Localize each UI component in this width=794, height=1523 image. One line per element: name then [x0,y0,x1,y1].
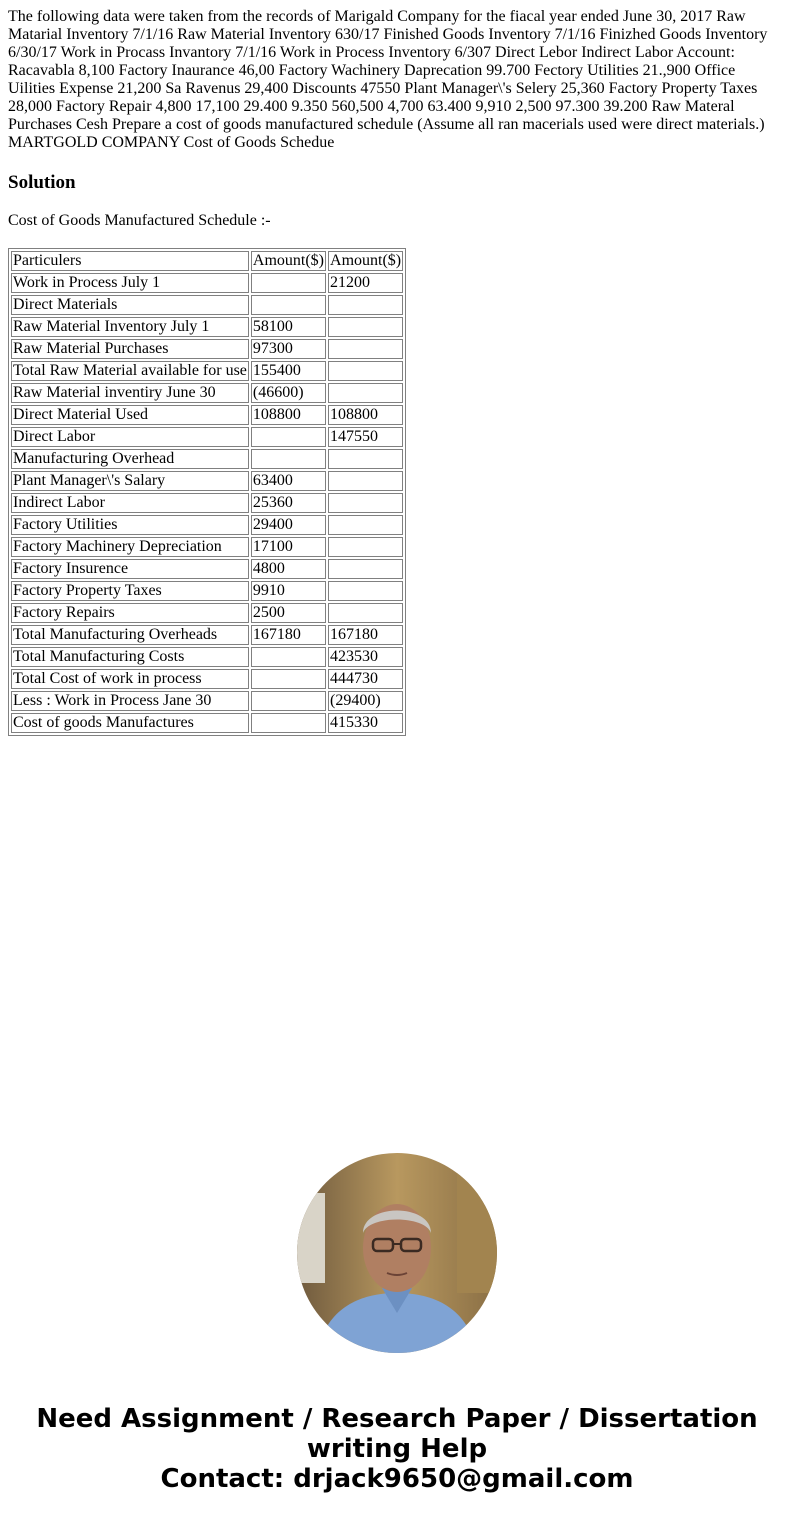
row-amount-1: (46600) [251,383,326,403]
row-label: Raw Material inventiry June 30 [11,383,249,403]
row-amount-2 [328,317,403,337]
solution-heading: Solution [8,172,76,193]
table-row [11,581,403,601]
row-amount-1: 2500 [251,603,326,623]
table-row [11,647,403,667]
row-amount-2: 21200 [328,273,403,293]
row-label: Direct Labor [11,427,249,447]
row-label: Indirect Labor [11,493,249,513]
row-label: Raw Material Inventory July 1 [11,317,249,337]
row-amount-1: 58100 [251,317,326,337]
question-text: The following data were taken from the records of Marigald Company for the fiacal year ended June 30, 2017 Raw Matarial Inventory 7/1/16 Raw Material Inventory 630/17 Finished Goods Inventory 7/1/16 Finizhed Goods Inventory 6/30/17 Work in Procass Invantory 7/1/16 Work in Process Inventory 6/307 Direct Lebor Indirect Labor Account: Racavabla 8,100 Factory Inaurance 46,00 Factory Wachinery Daprecation 99.700 Fectory Utilities 21.,900 Office Uilities Expense 21,200 Sa Ravenus 29,400 Discounts 47550 Plant Manager\'s Selery 25,360 Factory Property Taxes 28,000 Factory Repair 4,800 17,100 29.400 9.350 560,500 4,700 63.400 9,910 2,500 97.300 39.200 Raw Materal Purchases Cesh Prepare a cost of goods manufactured schedule (Assume all ran macerials used were direct materials.) MARTGOLD COMPANY Cost of Goods Schedue [8,8,768,151]
table-row [11,625,403,645]
table-row [11,449,403,469]
row-amount-2: (29400) [328,691,403,711]
row-label: Total Cost of work in process [11,669,249,689]
row-label: Factory Insurence [11,559,249,579]
table-row [11,339,403,359]
row-label: Factory Machinery Depreciation [11,537,249,557]
row-amount-2 [328,581,403,601]
row-amount-1 [251,273,326,293]
cost-of-goods-table [8,248,406,736]
row-amount-1 [251,691,326,711]
row-amount-2 [328,537,403,557]
row-label: Total Manufacturing Overheads [11,625,249,645]
row-amount-2 [328,603,403,623]
table-row [11,691,403,711]
row-amount-2 [328,383,403,403]
row-amount-2: 167180 [328,625,403,645]
row-label: Factory Repairs [11,603,249,623]
row-amount-2 [328,559,403,579]
row-label: Manufacturing Overhead [11,449,249,469]
promo-line-2: writing Help [306,1434,488,1464]
row-amount-2 [328,361,403,381]
row-amount-2: 423530 [328,647,403,667]
row-amount-1 [251,295,326,315]
row-amount-1 [251,427,326,447]
promo-banner [0,1404,794,1494]
row-amount-2: 147550 [328,427,403,447]
table-row [11,471,403,491]
row-amount-2 [328,339,403,359]
row-label: Work in Process July 1 [11,273,249,293]
row-amount-1 [251,647,326,667]
table-row [11,427,403,447]
table-row [11,559,403,579]
row-label: Cost of goods Manufactures [11,713,249,733]
row-label: Direct Materials [11,295,249,315]
author-photo [297,1153,497,1353]
row-amount-2 [328,295,403,315]
row-amount-2: 444730 [328,669,403,689]
row-label: Raw Material Purchases [11,339,249,359]
table-row [11,405,403,425]
row-amount-1: 17100 [251,537,326,557]
row-amount-1 [251,449,326,469]
promo-contact: Contact: drjack9650@gmail.com [160,1464,634,1494]
table-row [11,669,403,689]
header-amount-2: Amount($) [330,252,402,269]
header-amount-1: Amount($) [252,252,325,269]
row-label: Less : Work in Process Jane 30 [11,691,249,711]
row-amount-1 [251,713,326,733]
row-amount-2 [328,493,403,513]
schedule-intro: Cost of Goods Manufactured Schedule :- [8,212,271,229]
table-row [11,383,403,403]
promo-line-1: Need Assignment / Research Paper / Dissertation [36,1404,758,1434]
row-label: Total Raw Material available for use [13,362,247,379]
table-row [11,295,403,315]
row-amount-1: 29400 [251,515,326,535]
row-label: Direct Material Used [11,405,249,425]
row-amount-2 [328,471,403,491]
row-label: Factory Property Taxes [11,581,249,601]
table-header-row [11,251,403,271]
table-row [11,537,403,557]
table-row [11,603,403,623]
header-particulars: Particulers [11,251,249,271]
table-row [11,317,403,337]
table-row [11,361,403,381]
row-amount-1: 97300 [251,339,326,359]
row-amount-1: 108800 [251,405,326,425]
row-amount-1: 155400 [251,361,326,381]
table-row [11,515,403,535]
row-amount-2: 108800 [328,405,403,425]
row-amount-2 [328,515,403,535]
page-content [0,0,794,736]
row-amount-2: 415330 [328,713,403,733]
table-row [11,713,403,733]
row-label: Factory Utilities [11,515,249,535]
row-amount-1: 63400 [251,471,326,491]
row-amount-1 [251,669,326,689]
row-amount-2 [328,449,403,469]
row-amount-1: 25360 [251,493,326,513]
row-amount-1: 4800 [251,559,326,579]
row-amount-1: 9910 [251,581,326,601]
table-row [11,493,403,513]
row-amount-1: 167180 [251,625,326,645]
row-label: Total Manufacturing Costs [11,647,249,667]
table-row [11,273,403,293]
row-label: Plant Manager\'s Salary [11,471,249,491]
